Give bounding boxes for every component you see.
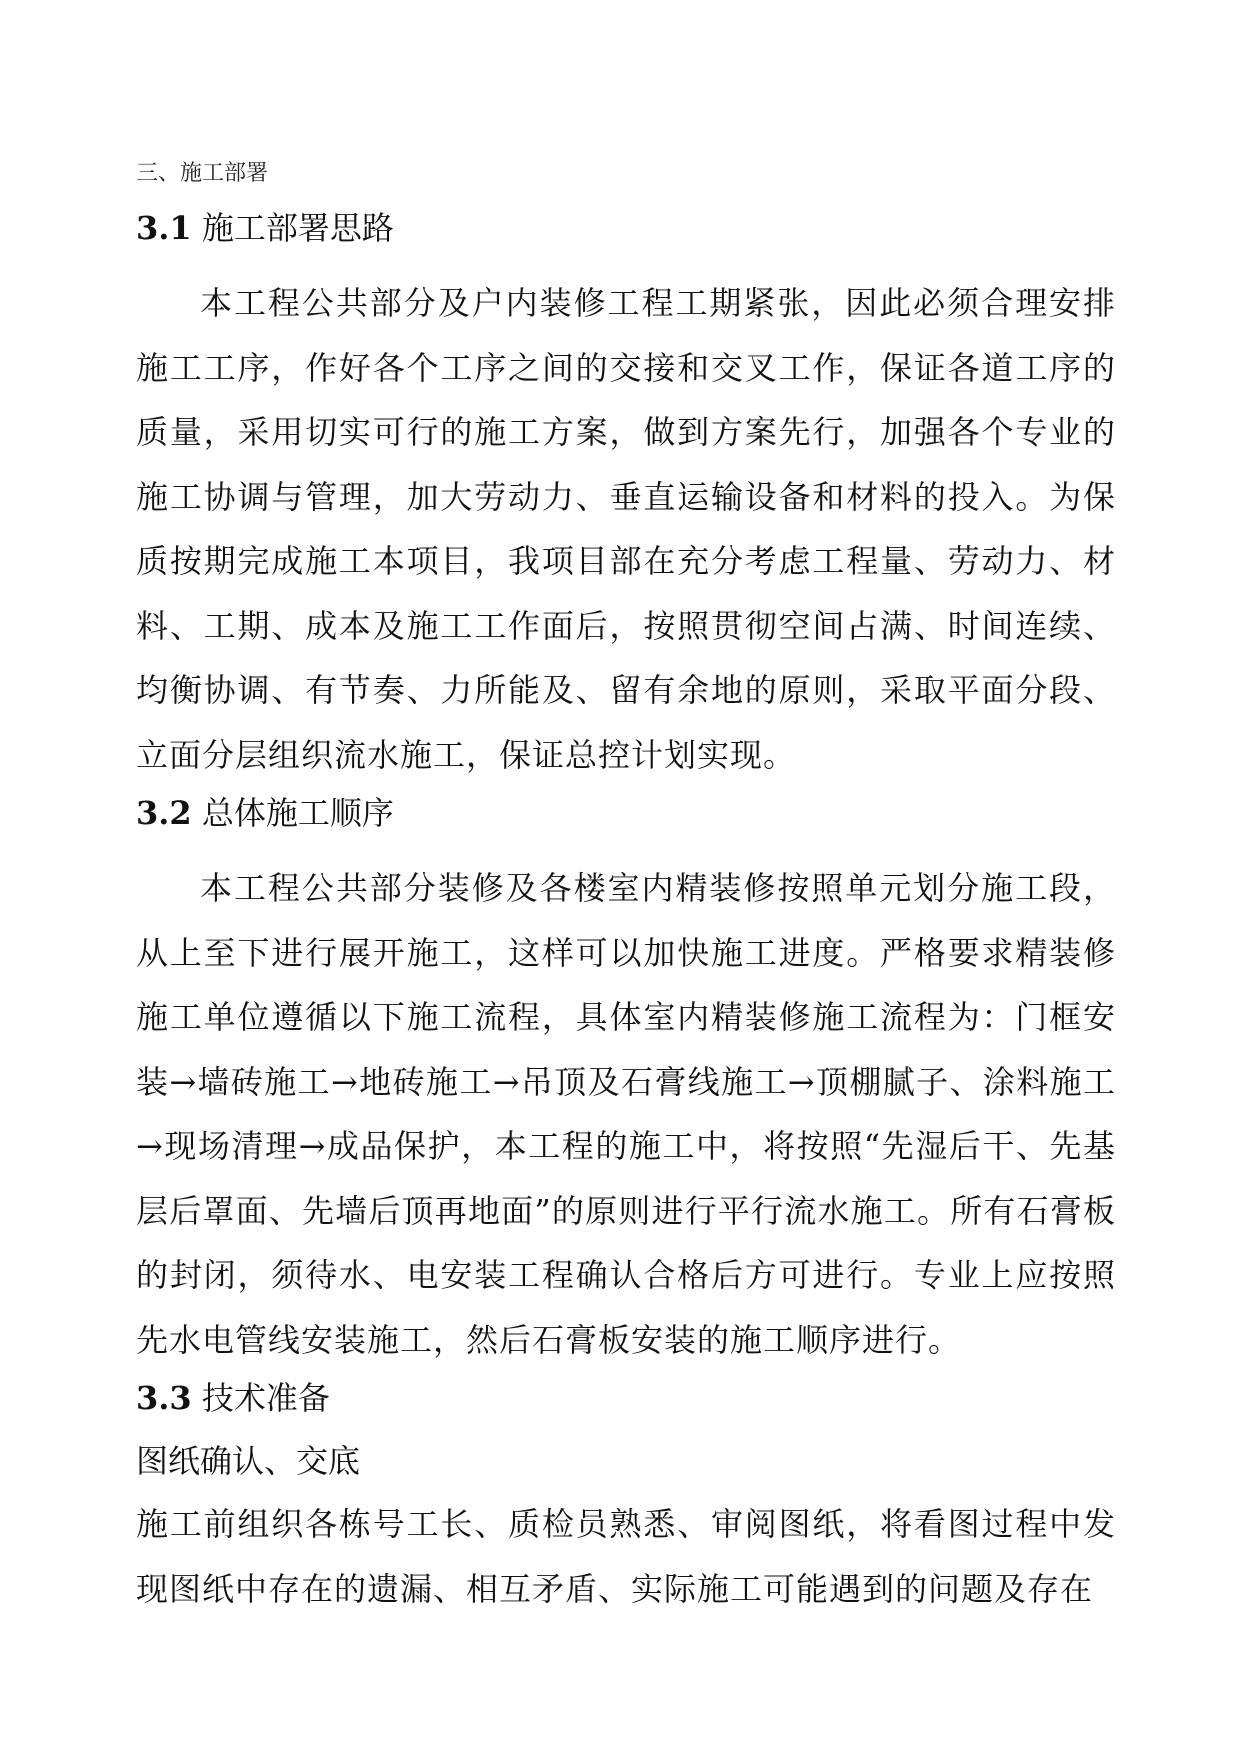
section-heading-3-3 xyxy=(136,1378,1116,1418)
section-title: 施工部署思路 xyxy=(201,209,394,247)
section-number: 3.1 xyxy=(136,209,192,247)
section-3-2-paragraph: 本工程公共部分装修及各楼室内精装修按照单元划分施工段，从上至下进行展开施工，这样可以加快施工进度。严格要求精装修施工单位遵循以下施工流程，具体室内精装修施工流程为：门框安装→墙砖施工→地砖施工→吊顶及石膏线施工→顶棚腻子、涂料施工→现场清理→成品保护，本工程的施工中，将按照“先湿后干、先基层后罩面、先墙后顶再地面”的原则进行平行流水施工。所有石膏板的封闭，须待水、电安装工程确认合格后方可进行。专业上应按照先水电管线安装施工，然后石膏板安装的施工顺序进行。 xyxy=(136,869,1116,1359)
section-number: 3.3 xyxy=(136,1379,192,1417)
section-number: 3.2 xyxy=(136,794,192,832)
sub-heading-drawing-confirmation: 图纸确认、交底 xyxy=(136,1442,361,1480)
document-body xyxy=(136,160,1116,1627)
section-heading-3-1 xyxy=(136,208,1116,248)
section-heading-3-2 xyxy=(136,793,1116,833)
section-title: 总体施工顺序 xyxy=(201,794,394,832)
chapter-heading: 三、施工部署 xyxy=(136,161,269,186)
section-3-3-paragraph: 施工前组织各栋号工长、质检员熟悉、审阅图纸，将看图过程中发现图纸中存在的遗漏、相互矛盾、实际施工可能遇到的问题及存在 xyxy=(136,1505,1116,1608)
section-title: 技术准备 xyxy=(201,1379,330,1417)
section-3-1-paragraph: 本工程公共部分及户内装修工程工期紧张，因此必须合理安排施工工序，作好各个工序之间的交接和交叉工作，保证各道工序的质量，采用切实可行的施工方案，做到方案先行，加强各个专业的施工协调与管理，加大劳动力、垂直运输设备和材料的投入。为保质按期完成施工本项目，我项目部在充分考虑工程量、劳动力、材料、工期、成本及施工工作面后，按照贯彻空间占满、时间连续、均衡协调、有节奏、力所能及、留有余地的原则，采取平面分段、立面分层组织流水施工，保证总控计划实现。 xyxy=(136,284,1116,774)
